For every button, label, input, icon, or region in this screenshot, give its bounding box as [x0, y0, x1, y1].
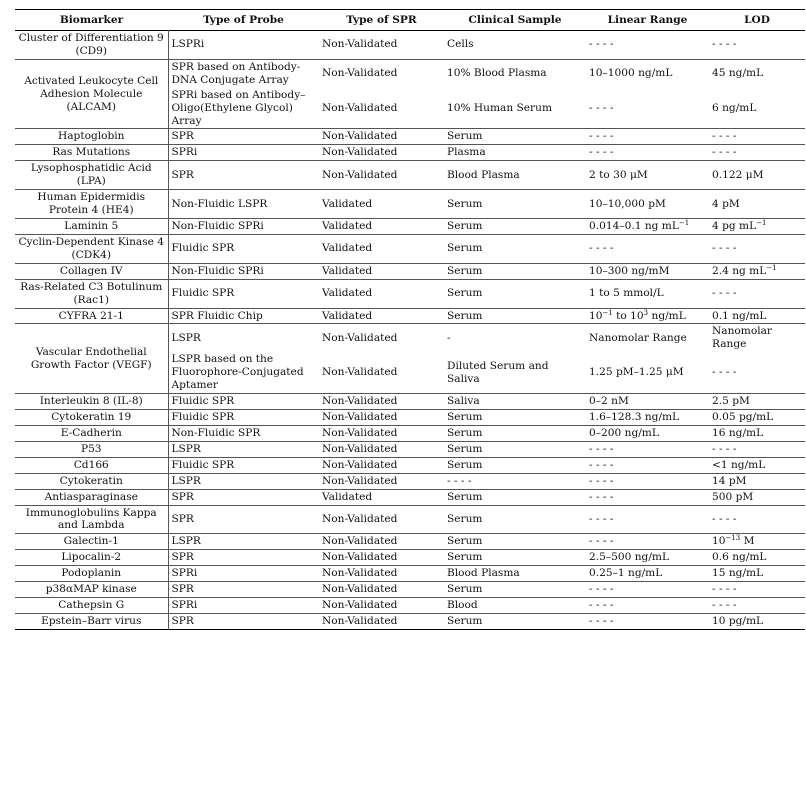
sample-cell: Serum: [447, 426, 483, 439]
biomarker-cell: Cytokeratin 19: [15, 409, 168, 425]
probe-cell: SPR: [171, 490, 194, 503]
probe-cell: LSPR: [171, 535, 201, 548]
range-text: - - - -: [589, 101, 614, 114]
table-row: [15, 234, 805, 263]
sample-cell: Blood Plasma: [447, 567, 520, 580]
spr-type-cell: Non-Validated: [322, 567, 398, 580]
lod-text: 14 pM: [712, 474, 747, 487]
lod-cell: [709, 279, 805, 308]
spr-type-cell: Non-Validated: [322, 458, 398, 471]
lod-cell: [709, 161, 805, 190]
range-text: - - - -: [589, 474, 614, 487]
range-cell: [586, 263, 709, 279]
range-exponent: −1: [678, 218, 690, 227]
range-cell: [586, 409, 709, 425]
lod-text: 2.4 ng mL: [712, 264, 767, 277]
range-cell: [586, 324, 709, 352]
range-text: - - - -: [589, 146, 614, 159]
probe-cell: SPRi: [171, 567, 198, 580]
range-cell: [586, 218, 709, 234]
range-cell: [586, 473, 709, 489]
range-text: 2 to 30 μM: [589, 168, 648, 181]
probe-cell: SPRi based on Antibody–Oligo(Ethylene Glycol) Array: [171, 88, 306, 127]
range-cell: [586, 352, 709, 393]
probe-cell: SPRi: [171, 146, 198, 159]
range-text: 0–200 ng/mL: [589, 426, 659, 439]
lod-cell: [709, 59, 805, 87]
range-cell: [586, 234, 709, 263]
probe-cell: LSPR based on the Fluorophore-Conjugated Aptamer: [171, 353, 304, 392]
spr-type-cell: Non-Validated: [322, 146, 398, 159]
probe-cell: SPR: [171, 614, 194, 627]
range-cell: [586, 505, 709, 534]
biomarker-cell: Vascular Endothelial Growth Factor (VEGF): [15, 324, 168, 394]
lod-text: 10: [712, 535, 726, 548]
biomarker-cell: Human Epidermidis Protein 4 (HE4): [15, 190, 168, 219]
sample-cell: Serum: [447, 197, 483, 210]
biomarker-cell: Haptoglobin: [15, 129, 168, 145]
biomarker-cell: Collagen IV: [15, 263, 168, 279]
range-cell: [586, 566, 709, 582]
biomarker-cell: Epstein–Barr virus: [15, 613, 168, 629]
biomarker-cell: Activated Leukocyte Cell Adhesion Molecule (ALCAM): [15, 59, 168, 129]
biomarker-cell: Ras-Related C3 Botulinum (Rac1): [15, 279, 168, 308]
probe-cell: Fluidic SPR: [171, 395, 235, 408]
lod-text: 0.1 ng/mL: [712, 309, 767, 322]
lod-cell: [709, 425, 805, 441]
biomarker-cell: Cathepsin G: [15, 598, 168, 614]
range-cell: [586, 190, 709, 219]
table-body: [15, 31, 805, 630]
range-cell: [586, 534, 709, 550]
table-row: [15, 324, 805, 352]
sample-cell: Serum: [447, 309, 483, 322]
biomarker-cell: Cytokeratin: [15, 473, 168, 489]
spr-type-cell: Validated: [322, 264, 373, 277]
biomarker-cell: Lysophosphatidic Acid (LPA): [15, 161, 168, 190]
range-exponent: 3: [643, 308, 649, 317]
range-text: 10–300 ng/mM: [589, 264, 670, 277]
range-exponent: −1: [602, 308, 613, 317]
probe-cell: SPR: [171, 130, 194, 143]
sample-cell: Serum: [447, 458, 483, 471]
spr-type-cell: Non-Validated: [322, 410, 398, 423]
lod-cell: [709, 234, 805, 263]
biomarker-cell: Cluster of Differentiation 9 (CD9): [15, 31, 168, 60]
sample-cell: Serum: [447, 614, 483, 627]
range-text: - - - -: [589, 490, 614, 503]
table-row: [15, 550, 805, 566]
sample-cell: Serum: [447, 490, 483, 503]
biomarker-table: [15, 9, 805, 630]
range-cell: [586, 129, 709, 145]
range-text: - - - -: [589, 130, 614, 143]
sample-cell: Serum: [447, 551, 483, 564]
biomarker-cell: P53: [15, 441, 168, 457]
header-biomarker: Biomarker: [59, 13, 124, 26]
biomarker-cell: Galectin-1: [15, 534, 168, 550]
range-text: - - - -: [589, 442, 614, 455]
lod-exponent: −1: [766, 263, 777, 272]
lod-cell: [709, 489, 805, 505]
probe-cell: SPR: [171, 551, 194, 564]
range-text: 1.25 pM–1.25 μM: [589, 366, 684, 379]
spr-type-cell: Non-Validated: [322, 599, 398, 612]
probe-cell: LSPR: [171, 331, 201, 344]
lod-cell: [709, 394, 805, 410]
table-row: [15, 129, 805, 145]
lod-cell: [709, 582, 805, 598]
lod-text: - - - -: [712, 287, 737, 300]
probe-cell: Non-Fluidic SPRi: [171, 219, 264, 232]
lod-cell: [709, 190, 805, 219]
lod-text: 6 ng/mL: [712, 101, 757, 114]
header-spr: Type of SPR: [346, 13, 417, 26]
lod-text: - - - -: [712, 242, 737, 255]
spr-type-cell: Validated: [322, 309, 373, 322]
range-cell: [586, 425, 709, 441]
sample-cell: Serum: [447, 442, 483, 455]
biomarker-cell: Ras Mutations: [15, 145, 168, 161]
probe-cell: SPR: [171, 583, 194, 596]
probe-cell: SPR: [171, 512, 194, 525]
lod-cell: [709, 505, 805, 534]
probe-cell: Fluidic SPR: [171, 242, 235, 255]
table-row: [15, 489, 805, 505]
table-header-row: [15, 10, 805, 31]
biomarker-cell: Cd166: [15, 457, 168, 473]
table-row: [15, 425, 805, 441]
probe-cell: SPR: [171, 168, 194, 181]
probe-cell: Non-Fluidic LSPR: [171, 197, 268, 210]
header-lod: LOD: [744, 13, 770, 26]
spr-type-cell: Non-Validated: [322, 101, 398, 114]
lod-cell: [709, 409, 805, 425]
lod-cell: [709, 613, 805, 629]
range-text: ng/mL: [648, 309, 686, 322]
spr-type-cell: Non-Validated: [322, 168, 398, 181]
range-cell: [586, 145, 709, 161]
header-probe: Type of Probe: [203, 13, 284, 26]
probe-cell: Fluidic SPR: [171, 287, 235, 300]
table-row: [15, 566, 805, 582]
table-row: [15, 394, 805, 410]
lod-text: - - - -: [712, 38, 737, 51]
lod-cell: [709, 473, 805, 489]
lod-cell: [709, 88, 805, 129]
spr-type-cell: Non-Validated: [322, 130, 398, 143]
lod-text: - - - -: [712, 366, 737, 379]
header-range: Linear Range: [607, 13, 688, 26]
biomarker-cell: Lipocalin-2: [15, 550, 168, 566]
range-cell: [586, 489, 709, 505]
sample-cell: Cells: [447, 38, 474, 51]
spr-type-cell: Non-Validated: [322, 614, 398, 627]
table-row: [15, 308, 805, 324]
range-cell: [586, 88, 709, 129]
range-cell: [586, 441, 709, 457]
table-row: [15, 190, 805, 219]
sample-cell: Serum: [447, 287, 483, 300]
sample-cell: Blood Plasma: [447, 168, 520, 181]
spr-type-cell: Validated: [322, 197, 373, 210]
range-text: 1 to 5 mmol/L: [589, 287, 664, 300]
range-text: 0.25–1 ng/mL: [589, 567, 663, 580]
biomarker-cell: E-Cadherin: [15, 425, 168, 441]
range-cell: [586, 59, 709, 87]
biomarker-cell: p38αMAP kinase: [15, 582, 168, 598]
sample-cell: -: [447, 331, 451, 344]
probe-cell: Non-Fluidic SPRi: [171, 264, 264, 277]
range-text: - - - -: [589, 38, 614, 51]
probe-cell: LSPR: [171, 474, 201, 487]
lod-text: 4 pM: [712, 197, 740, 210]
table-row: [15, 31, 805, 60]
table-row: [15, 598, 805, 614]
spr-type-cell: Non-Validated: [322, 38, 398, 51]
range-text: - - - -: [589, 242, 614, 255]
range-text: Nanomolar Range: [589, 331, 687, 344]
probe-cell: SPRi: [171, 599, 198, 612]
lod-exponent: −13: [725, 534, 741, 543]
range-cell: [586, 31, 709, 60]
range-text: 1.6–128.3 ng/mL: [589, 410, 680, 423]
lod-text: - - - -: [712, 442, 737, 455]
sample-cell: Serum: [447, 512, 483, 525]
table-row: [15, 441, 805, 457]
lod-text: - - - -: [712, 599, 737, 612]
spr-type-cell: Non-Validated: [322, 426, 398, 439]
probe-cell: Non-Fluidic SPR: [171, 426, 261, 439]
spr-type-cell: Validated: [322, 242, 373, 255]
sample-cell: Blood: [447, 599, 478, 612]
range-text: - - - -: [589, 458, 614, 471]
table-row: [15, 145, 805, 161]
table-row: [15, 613, 805, 629]
spr-type-cell: Non-Validated: [322, 474, 398, 487]
sample-cell: Saliva: [447, 395, 480, 408]
lod-text: 10 pg/mL: [712, 614, 764, 627]
lod-text: 2.5 pM: [712, 395, 750, 408]
spr-type-cell: Non-Validated: [322, 583, 398, 596]
lod-text: 500 pM: [712, 490, 754, 503]
range-cell: [586, 582, 709, 598]
table-row: [15, 582, 805, 598]
spr-type-cell: Validated: [322, 490, 373, 503]
lod-cell: [709, 441, 805, 457]
spr-type-cell: Non-Validated: [322, 442, 398, 455]
range-text: - - - -: [589, 512, 614, 525]
lod-text: - - - -: [712, 583, 737, 596]
biomarker-cell: Cyclin-Dependent Kinase 4 (CDK4): [15, 234, 168, 263]
range-text: 10–1000 ng/mL: [589, 67, 673, 80]
table-row: [15, 457, 805, 473]
table-row: [15, 534, 805, 550]
lod-unit: M: [740, 535, 755, 548]
range-cell: [586, 308, 709, 324]
lod-text: 4 pg mL: [712, 219, 757, 232]
spr-type-cell: Non-Validated: [322, 366, 398, 379]
table-row: [15, 505, 805, 534]
spr-type-cell: Non-Validated: [322, 395, 398, 408]
lod-text: <1 ng/mL: [712, 458, 766, 471]
sample-cell: Plasma: [447, 146, 486, 159]
lod-cell: [709, 218, 805, 234]
sample-cell: 10% Blood Plasma: [447, 67, 547, 80]
lod-cell: [709, 534, 805, 550]
range-text: 0.014–0.1 ng mL: [589, 219, 679, 232]
probe-cell: SPR based on Antibody-DNA Conjugate Array: [171, 60, 301, 86]
range-text: - - - -: [589, 614, 614, 627]
probe-cell: Fluidic SPR: [171, 458, 235, 471]
lod-text: 45 ng/mL: [712, 67, 764, 80]
sample-cell: Serum: [447, 130, 483, 143]
probe-cell: LSPRi: [171, 38, 205, 51]
lod-cell: [709, 550, 805, 566]
sample-cell: Serum: [447, 242, 483, 255]
lod-cell: [709, 598, 805, 614]
range-text: - - - -: [589, 599, 614, 612]
range-cell: [586, 613, 709, 629]
spr-type-cell: Non-Validated: [322, 535, 398, 548]
table-row: [15, 263, 805, 279]
biomarker-cell: Immunoglobulins Kappa and Lambda: [15, 505, 168, 534]
lod-exponent: −1: [756, 218, 767, 227]
table-row: [15, 218, 805, 234]
range-cell: [586, 457, 709, 473]
spr-type-cell: Validated: [322, 219, 373, 232]
biomarker-cell: Laminin 5: [15, 218, 168, 234]
lod-cell: [709, 308, 805, 324]
lod-cell: [709, 566, 805, 582]
header-sample: Clinical Sample: [468, 13, 562, 26]
probe-cell: LSPR: [171, 442, 201, 455]
spr-type-cell: Validated: [322, 287, 373, 300]
spr-type-cell: Non-Validated: [322, 67, 398, 80]
table-row: [15, 409, 805, 425]
lod-cell: [709, 129, 805, 145]
table-row: [15, 279, 805, 308]
sample-cell: Serum: [447, 410, 483, 423]
biomarker-cell: Antiasparaginase: [15, 489, 168, 505]
probe-cell: Fluidic SPR: [171, 410, 235, 423]
sample-cell: - - - -: [447, 474, 472, 487]
lod-text: 0.6 ng/mL: [712, 551, 767, 564]
table-row: [15, 161, 805, 190]
sample-cell: Diluted Serum and Saliva: [447, 359, 549, 385]
lod-text: - - - -: [712, 146, 737, 159]
lod-cell: [709, 324, 805, 352]
spr-type-cell: Non-Validated: [322, 551, 398, 564]
lod-text: 15 ng/mL: [712, 567, 764, 580]
range-cell: [586, 598, 709, 614]
lod-text: 16 ng/mL: [712, 426, 764, 439]
table-row: [15, 473, 805, 489]
biomarker-cell: Interleukin 8 (IL-8): [15, 394, 168, 410]
lod-text: - - - -: [712, 512, 737, 525]
range-cell: [586, 279, 709, 308]
range-text: 10–10,000 pM: [589, 197, 666, 210]
spr-type-cell: Non-Validated: [322, 331, 398, 344]
lod-text: - - - -: [712, 130, 737, 143]
table-row: [15, 59, 805, 87]
range-text: - - - -: [589, 535, 614, 548]
sample-cell: Serum: [447, 219, 483, 232]
range-text: - - - -: [589, 583, 614, 596]
range-text: 2.5–500 ng/mL: [589, 551, 669, 564]
sample-cell: Serum: [447, 583, 483, 596]
lod-text: Nanomolar Range: [712, 325, 772, 351]
lod-text: 0.122 μM: [712, 168, 764, 181]
lod-cell: [709, 263, 805, 279]
sample-cell: 10% Human Serum: [447, 101, 552, 114]
sample-cell: Serum: [447, 264, 483, 277]
spr-type-cell: Non-Validated: [322, 512, 398, 525]
biomarker-cell: CYFRA 21-1: [15, 308, 168, 324]
biomarker-cell: Podoplanin: [15, 566, 168, 582]
lod-cell: [709, 31, 805, 60]
lod-text: 0.05 pg/mL: [712, 410, 774, 423]
range-cell: [586, 394, 709, 410]
range-text: 0–2 nM: [589, 395, 629, 408]
sample-cell: Serum: [447, 535, 483, 548]
lod-cell: [709, 145, 805, 161]
lod-cell: [709, 457, 805, 473]
range-text: 10: [589, 309, 603, 322]
probe-cell: SPR Fluidic Chip: [171, 309, 263, 322]
range-text: to 10: [612, 309, 644, 322]
range-cell: [586, 161, 709, 190]
lod-cell: [709, 352, 805, 393]
range-cell: [586, 550, 709, 566]
